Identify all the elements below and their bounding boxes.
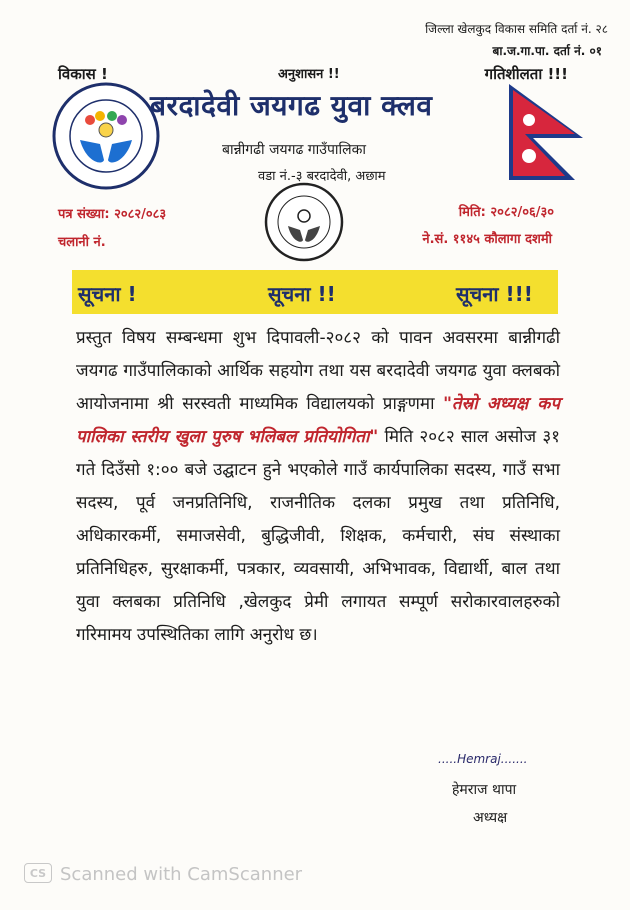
nepal-samvat-date: ने.सं. ११४५ कौलागा दशमी (422, 232, 552, 247)
ward-address: वडा नं.-३ बरदादेवी, अछाम (258, 169, 386, 184)
camscanner-icon: CS (24, 863, 52, 883)
notice-body (76, 322, 560, 652)
dispatch-number (58, 232, 106, 250)
club-name: बरदादेवी जयगढ युवा क्लव (150, 89, 433, 122)
club-stamp (262, 180, 346, 264)
letter-number-value: २०८२/०८३ (114, 207, 167, 222)
municipality-name: बान्नीगढी जयगढ गाउँपालिका (222, 142, 367, 158)
motto-left: विकास ! (58, 65, 108, 83)
body-text-part-2: मिति २०८२ साल असोज ३१ गते दिउँसो १:०० बजे उद्घाटन हुने भएकोले गाउँ कार्यपालिका सदस्य, गाउँ सभा सदस्य, पूर्व जनप्रतिनिधि, राजनीतिक दलका प्रमुख तथा प्रतिनिधि, अधिकारकर्मी, समाजसेवी, बुद्धिजीवी, शिक्षक, कर्मचारी, संघ संस्थाका प्रतिनिधिहरु, सुरक्षाकर्मी, पत्रकार, व्यवसायी, अभिभावक, विद्यार्थी, बाल तथा युवा क्लबका प्रतिनिधि ,खेलकुद प्रेमी लगायत सम्पूर्ण सरोकारवालहरुको गरिमामय उपस्थितिका लागि अनुरोध छ। (76, 427, 560, 645)
date-label: मिति: (458, 205, 486, 220)
letter-number-label: पत्र संख्या: (58, 207, 110, 222)
tournament-title: "तेस्रो अध्यक्ष कप पालिका स्तरीय खुला पुरुष भलिबल प्रतियोगिता" (76, 394, 560, 447)
motto-center: अनुशासन !! (278, 67, 340, 82)
date-value: २०८२/०६/३० (490, 205, 554, 220)
notice-heading-3: सूचना !!! (456, 282, 533, 306)
motto-right: गतिशीलता !!! (484, 65, 568, 83)
body-text-part-1: प्रस्तुत विषय सम्बन्धमा शुभ दिपावली-२०८२ को पावन अवसरमा बान्नीगढी जयगढ गाउँपालिकाको आर्थिक सहयोग तथा यस बरदादेवी जयगढ युवा क्लबको आयोजनामा श्री सरस्वती माध्यमिक विद्यालयको प्राङ्गणमा (76, 328, 560, 414)
notice-heading-1: सूचना ! (78, 282, 137, 306)
municipal-registration: बा.ज.गा.पा. दर्ता नं. ०१ (492, 44, 602, 58)
signatory-name: हेमराज थापा (452, 782, 517, 798)
dispatch-number-label: चलानी नं. (58, 235, 106, 250)
signatory-role: अध्यक्ष (473, 810, 508, 826)
notice-heading-2: सूचना !! (268, 282, 336, 306)
nepal-flag-icon (505, 82, 589, 182)
letter-date (459, 202, 554, 220)
scanner-watermark: Scanned with CamScanner (60, 864, 303, 885)
letter-number (58, 204, 166, 222)
district-registration: जिल्ला खेलकुद विकास समिति दर्ता नं. २८ (425, 22, 608, 36)
club-logo (50, 80, 162, 192)
signature: .....Hemraj....... (438, 752, 528, 766)
